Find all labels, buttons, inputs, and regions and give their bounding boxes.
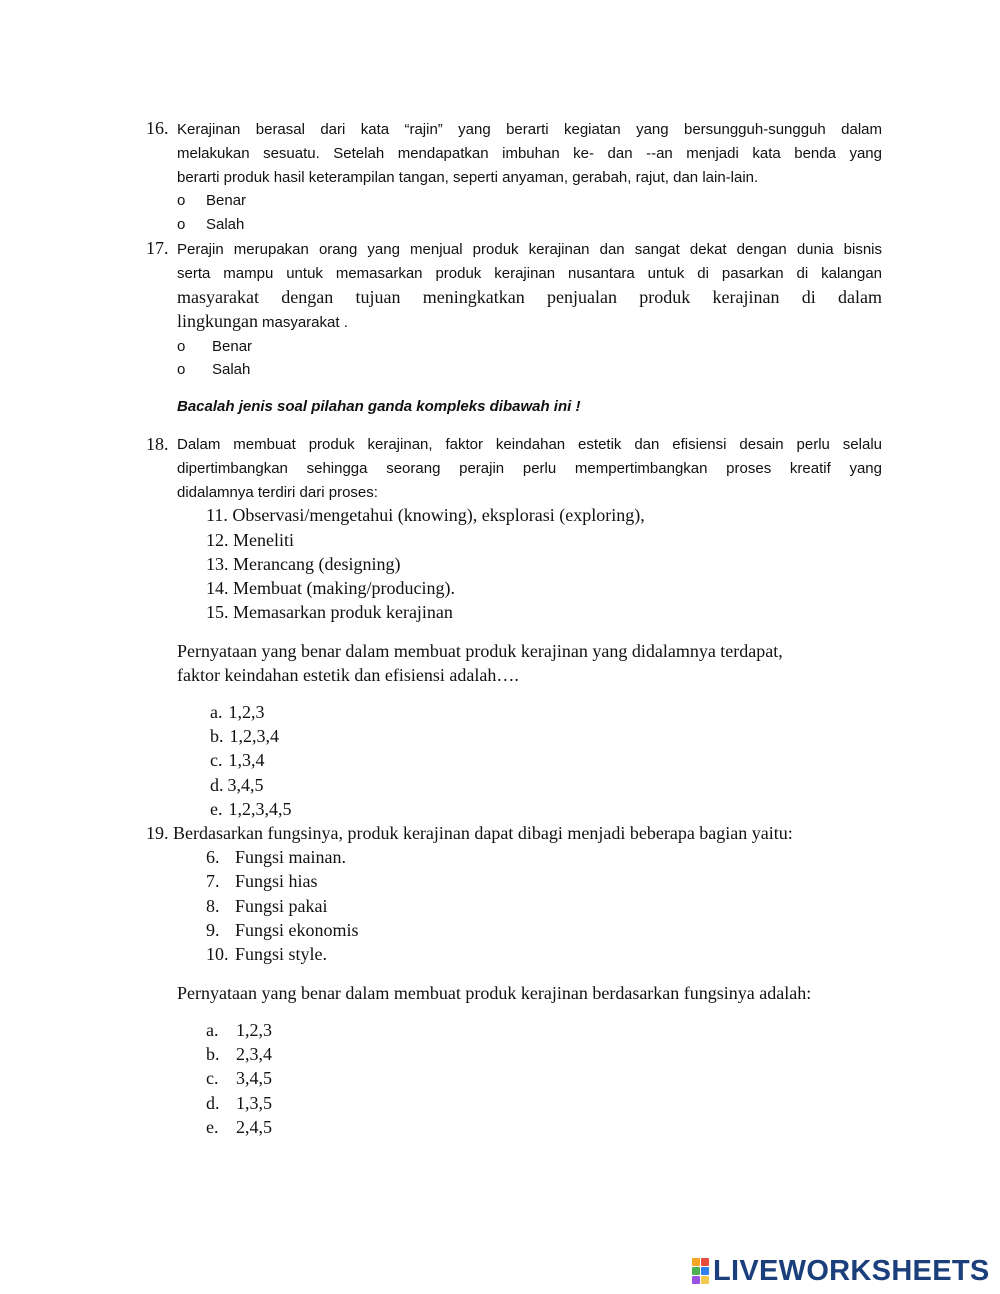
logo-mark-icon xyxy=(692,1258,709,1284)
question-17-option-salah[interactable]: Salah xyxy=(212,361,251,378)
logo-tile xyxy=(692,1267,700,1275)
question-16-line-3: berarti produk hasil keterampilan tangan, seperti anyaman, gerabah, rajut, dan lain-lain. xyxy=(177,169,759,186)
question-19-choice-a[interactable] xyxy=(206,1020,272,1041)
question-18-choice-c[interactable] xyxy=(210,750,265,771)
question-19-item xyxy=(206,871,318,892)
choice-text: 1,2,3 xyxy=(236,1020,272,1040)
choice-text: 1,2,3,4,5 xyxy=(228,799,292,819)
question-18-choice-d[interactable] xyxy=(210,775,264,796)
question-19-item xyxy=(206,944,327,965)
question-16-option-benar[interactable]: Benar xyxy=(206,192,247,209)
choice-letter: c. xyxy=(210,750,223,770)
choice-text: 2,3,4 xyxy=(236,1044,272,1064)
question-19-choice-d[interactable] xyxy=(206,1093,272,1114)
question-19-choice-e[interactable] xyxy=(206,1117,272,1138)
question-18-line-1: Dalam membuat produk kerajinan, faktor keindahan estetik dan efisiensi desain perlu selalu xyxy=(177,436,882,453)
item-number: 6. xyxy=(206,847,220,867)
question-19-item xyxy=(206,920,359,941)
logo-tile xyxy=(701,1276,709,1284)
question-18-line-3: didalamnya terdiri dari proses: xyxy=(177,484,378,501)
item-text: Fungsi mainan. xyxy=(235,847,346,867)
question-18-choice-e[interactable] xyxy=(210,799,292,820)
question-17-line-4-sans: masyarakat . xyxy=(262,314,348,331)
question-17-radio-salah[interactable]: o xyxy=(177,361,186,378)
question-17-line-4 xyxy=(177,311,348,332)
choice-text: 2,4,5 xyxy=(236,1117,272,1137)
question-19-choice-c[interactable] xyxy=(206,1068,272,1089)
question-18-item: 15. Memasarkan produk kerajinan xyxy=(206,602,453,622)
question-19-item xyxy=(206,896,328,917)
question-16-radio-salah[interactable]: o xyxy=(177,216,186,233)
question-17-line-3: masyarakat dengan tujuan meningkatkan penjualan produk kerajinan di dalam xyxy=(177,287,882,307)
choice-text: 1,2,3,4 xyxy=(229,726,279,746)
item-text: Fungsi hias xyxy=(235,871,318,891)
choice-text: 3,4,5 xyxy=(227,775,264,795)
choice-text: 1,3,5 xyxy=(236,1093,272,1113)
question-19-number: 19. xyxy=(146,823,169,843)
item-number: 10. xyxy=(206,944,229,964)
item-number: 7. xyxy=(206,871,220,891)
choice-letter: b. xyxy=(206,1044,220,1064)
section-instruction: Bacalah jenis soal pilahan ganda kompleks dibawah ini ! xyxy=(177,398,581,415)
choice-letter: d. xyxy=(206,1093,220,1113)
question-18-item: 12. Meneliti xyxy=(206,530,294,550)
question-18-choice-b[interactable] xyxy=(210,726,279,747)
choice-letter: c. xyxy=(206,1068,219,1088)
item-number: 9. xyxy=(206,920,220,940)
question-16-option-salah[interactable]: Salah xyxy=(206,216,245,233)
choice-text: 1,3,4 xyxy=(228,750,265,770)
liveworksheets-logo xyxy=(692,1256,990,1286)
question-18-statement-line-2: faktor keindahan estetik dan efisiensi adalah…. xyxy=(177,665,519,685)
question-17-line-4-serif: lingkungan xyxy=(177,311,258,331)
question-19-choice-b[interactable] xyxy=(206,1044,272,1065)
question-17-line-1: Perajin merupakan orang yang menjual produk kerajinan dan sangat dekat dengan dunia bisnis xyxy=(177,241,882,258)
question-19-item xyxy=(206,847,346,868)
question-18-statement-line-1: Pernyataan yang benar dalam membuat produk kerajinan yang didalamnya terdapat, xyxy=(177,641,783,661)
question-18-choice-a[interactable] xyxy=(210,702,265,723)
question-17-radio-benar[interactable]: o xyxy=(177,338,186,355)
logo-tile xyxy=(692,1276,700,1284)
question-19-statement: Pernyataan yang benar dalam membuat produk kerajinan berdasarkan fungsinya adalah: xyxy=(177,983,812,1003)
choice-text: 3,4,5 xyxy=(236,1068,272,1088)
item-text: Fungsi ekonomis xyxy=(235,920,359,940)
logo-text: LIVEWORKSHEETS xyxy=(713,1254,990,1287)
question-17-option-benar[interactable]: Benar xyxy=(212,338,253,355)
question-18-item: 14. Membuat (making/producing). xyxy=(206,578,455,598)
logo-tile xyxy=(692,1258,700,1266)
question-19-text: Berdasarkan fungsinya, produk kerajinan dapat dibagi menjadi beberapa bagian yaitu: xyxy=(173,823,793,843)
choice-letter: e. xyxy=(210,799,223,819)
logo-tile xyxy=(701,1267,709,1275)
choice-letter: d. xyxy=(210,775,224,795)
logo-tile xyxy=(701,1258,709,1266)
choice-text: 1,2,3 xyxy=(228,702,265,722)
item-text: Fungsi pakai xyxy=(235,896,328,916)
choice-letter: a. xyxy=(206,1020,219,1040)
question-16-line-1: Kerajinan berasal dari kata “rajin” yang berarti kegiatan yang bersungguh-sungguh dalam xyxy=(177,121,882,138)
choice-letter: e. xyxy=(206,1117,219,1137)
question-17-number: 17. xyxy=(146,238,169,258)
question-18-number: 18. xyxy=(146,434,169,454)
question-18-item: 11. Observasi/mengetahui (knowing), eksplorasi (exploring), xyxy=(206,505,645,525)
question-16-line-2: melakukan sesuatu. Setelah mendapatkan imbuhan ke- dan --an menjadi kata benda yang xyxy=(177,145,882,162)
item-number: 8. xyxy=(206,896,220,916)
question-18-line-2: dipertimbangkan sehingga seorang perajin perlu mempertimbangkan proses kreatif yang xyxy=(177,460,882,477)
question-16-number: 16. xyxy=(146,118,169,138)
item-text: Fungsi style. xyxy=(235,944,328,964)
question-18-item: 13. Merancang (designing) xyxy=(206,554,401,574)
choice-letter: b. xyxy=(210,726,224,746)
choice-letter: a. xyxy=(210,702,223,722)
question-17-line-2: serta mampu untuk memasarkan produk kerajinan nusantara untuk di pasarkan di kalangan xyxy=(177,265,882,282)
question-19-line xyxy=(146,823,793,844)
question-16-radio-benar[interactable]: o xyxy=(177,192,186,209)
